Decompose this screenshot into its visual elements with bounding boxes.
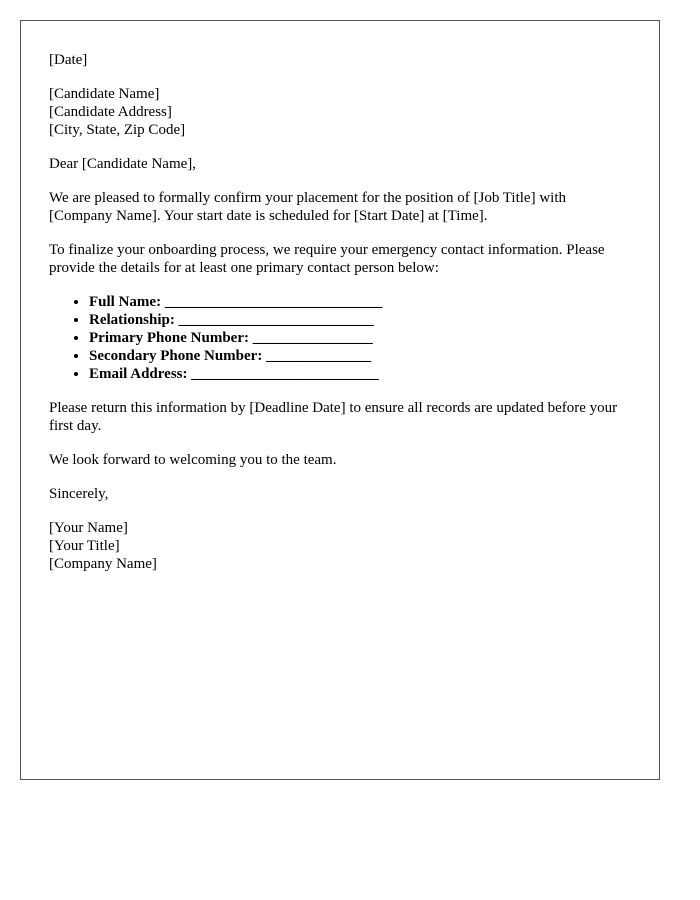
body-paragraph: We are pleased to formally confirm your placement for the position of [Job Title] with [Company Name]. Your start date is scheduled for [Start Date] at [Time]. — [49, 190, 567, 224]
recipient-city: [City, State, Zip Code] — [49, 122, 186, 138]
blank-line: _____________________________ — [164, 294, 383, 310]
letter-date: [Date] — [49, 52, 88, 68]
blank-line: ______________ — [266, 348, 372, 364]
field-relationship: • Relationship: __________________________ — [89, 311, 631, 329]
sender-title: [Your Title] — [49, 538, 120, 554]
closing-paragraph: Please return this information by [Deadline Date] to ensure all records are updated before your first day. — [49, 400, 618, 434]
recipient-name: [Candidate Name] — [49, 86, 160, 102]
body-paragraph: To finalize your onboarding process, we require your emergency contact information. Please provide the details for at least one primary contact person below: — [49, 242, 605, 276]
sender-company: [Company Name] — [49, 556, 157, 572]
sender-name: [Your Name] — [49, 520, 128, 536]
salutation: Dear [Candidate Name], — [49, 156, 197, 172]
recipient-address — [49, 85, 631, 139]
signoff: Sincerely, — [49, 486, 109, 502]
field-email: • Email Address: _________________________ — [89, 365, 631, 383]
recipient-street: [Candidate Address] — [49, 104, 172, 120]
field-primary-phone: • Primary Phone Number: ________________ — [89, 329, 631, 347]
blank-line: ________________ — [252, 330, 373, 346]
blank-line: __________________________ — [178, 312, 374, 328]
letter-page — [20, 20, 660, 780]
field-full-name: • Full Name: _____________________________ — [89, 293, 631, 311]
blank-line: _________________________ — [191, 366, 379, 382]
contact-fields-list — [49, 293, 631, 383]
closing-paragraph: We look forward to welcoming you to the team. — [49, 452, 337, 468]
signature-block — [49, 519, 631, 573]
field-secondary-phone: • Secondary Phone Number: ______________ — [89, 347, 631, 365]
